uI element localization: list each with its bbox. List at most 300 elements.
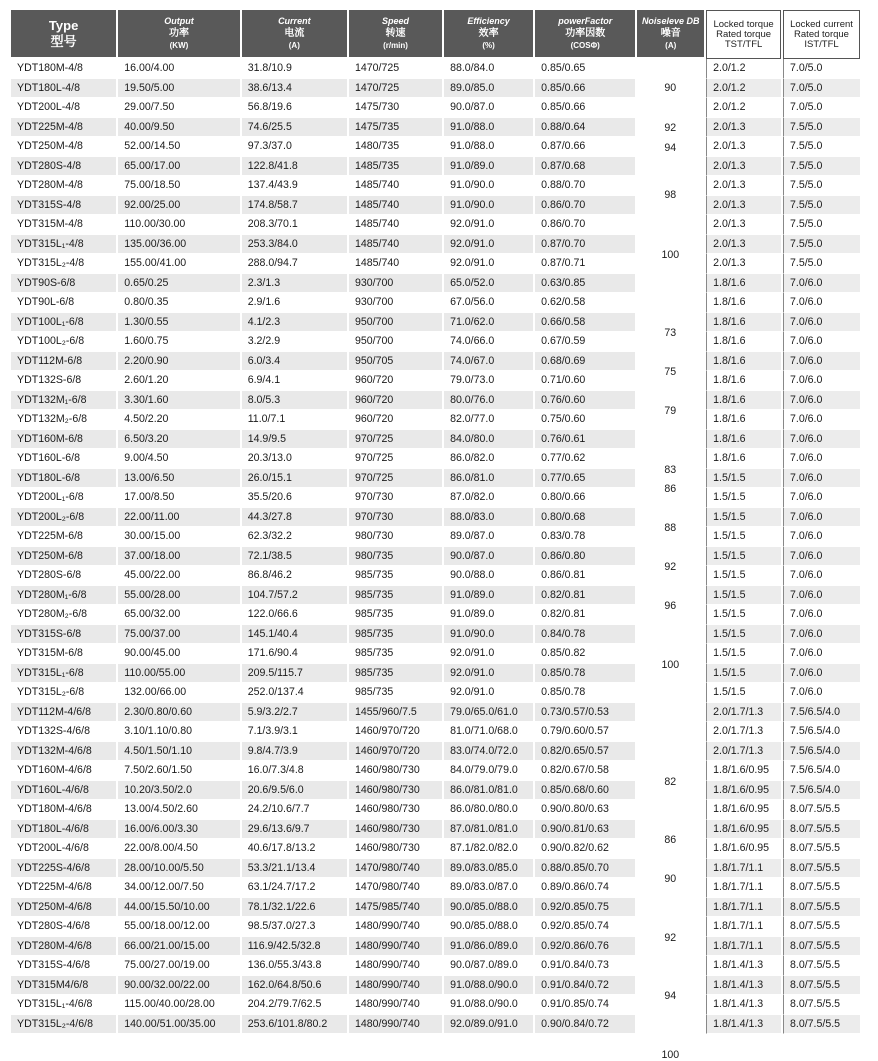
cell-power-factor: 0.63/0.85 [535,274,635,294]
cell-efficiency: 91.0/88.0/90.0 [444,995,533,1015]
cell-output: 155.00/41.00 [118,254,239,274]
cell-current: 208.3/70.1 [242,215,347,235]
cell-output: 115.00/40.00/28.00 [118,995,239,1015]
header-current-cn: 电流 [284,28,305,39]
cell-locked-current: 7.0/6.0 [783,605,860,625]
table-row [11,430,860,450]
cell-locked-current: 7.0/6.0 [783,449,860,469]
noise-value: 79 [664,405,677,418]
cell-locked-torque: 1.8/1.7/1.1 [706,937,781,957]
cell-locked-current: 8.0/7.5/5.5 [783,1015,860,1035]
table-row [11,547,860,567]
noise-value: 100 [661,1048,680,1061]
cell-efficiency: 74.0/66.0 [444,332,533,352]
header-type [11,10,116,59]
table-row [11,976,860,996]
cell-power-factor: 0.88/0.64 [535,118,635,138]
header-noise-cn: 噪音 [660,28,681,39]
cell-efficiency: 89.0/83.0/87.0 [444,878,533,898]
cell-power-factor: 0.76/0.61 [535,430,635,450]
table-row [11,391,860,411]
header-locked-current-l1: Locked current [790,18,853,30]
cell-speed: 1460/970/720 [349,722,442,742]
header-efficiency-cn: 效率 [478,28,499,39]
table-row [11,898,860,918]
cell-current: 171.6/90.4 [242,644,347,664]
cell-output: 34.00/12.00/7.50 [118,878,239,898]
cell-locked-current: 7.5/5.0 [783,176,860,196]
cell-efficiency: 67.0/56.0 [444,293,533,313]
noise-value: 88 [664,522,677,535]
cell-speed: 1460/980/730 [349,820,442,840]
header-current-unit: (A) [288,41,300,50]
cell-output: 7.50/2.60/1.50 [118,761,239,781]
cell-speed: 970/725 [349,430,442,450]
cell-locked-torque: 1.5/1.5 [706,625,781,645]
cell-speed: 960/720 [349,410,442,430]
header-row [11,10,860,59]
header-current [242,10,347,59]
cell-power-factor: 0.89/0.86/0.74 [535,878,635,898]
cell-locked-current: 7.5/5.0 [783,137,860,157]
cell-locked-current: 7.0/6.0 [783,664,860,684]
cell-current: 4.1/2.3 [242,313,347,333]
cell-efficiency: 89.0/83.0/85.0 [444,859,533,879]
cell-efficiency: 90.0/87.0 [444,98,533,118]
cell-locked-current: 7.0/6.0 [783,293,860,313]
cell-type: YDT112M-6/8 [11,352,116,372]
cell-locked-current: 7.0/5.0 [783,79,860,99]
cell-speed: 1480/990/740 [349,976,442,996]
cell-output: 66.00/21.00/15.00 [118,937,239,957]
cell-power-factor: 0.87/0.68 [535,157,635,177]
cell-power-factor: 0.85/0.78 [535,683,635,703]
cell-output: 6.50/3.20 [118,430,239,450]
header-efficiency-unit: (%) [482,41,495,50]
cell-current: 8.0/5.3 [242,391,347,411]
table-row [11,410,860,430]
cell-type: YDT315M-6/8 [11,644,116,664]
cell-output: 140.00/51.00/35.00 [118,1015,239,1035]
cell-current: 6.9/4.1 [242,371,347,391]
cell-output: 30.00/15.00 [118,527,239,547]
header-locked-torque-l3: TST/TFL [724,38,763,50]
cell-type: YDT180M-4/8 [11,59,116,79]
cell-type: YDT132S-6/8 [11,371,116,391]
header-output-cn: 功率 [168,28,189,39]
noise-value: 92 [664,931,677,944]
cell-current: 253.6/101.8/80.2 [242,1015,347,1035]
cell-current: 74.6/25.5 [242,118,347,138]
cell-output: 37.00/18.00 [118,547,239,567]
cell-output: 3.10/1.10/0.80 [118,722,239,742]
cell-speed: 1485/735 [349,157,442,177]
cell-efficiency: 87.0/82.0 [444,488,533,508]
cell-locked-torque: 1.8/1.4/1.3 [706,1015,781,1035]
cell-output: 45.00/22.00 [118,566,239,586]
cell-current: 56.8/19.6 [242,98,347,118]
cell-locked-current: 7.5/5.0 [783,157,860,177]
cell-current: 38.6/13.4 [242,79,347,99]
cell-speed: 930/700 [349,293,442,313]
cell-power-factor: 0.84/0.78 [535,625,635,645]
cell-locked-torque: 1.8/1.7/1.1 [706,917,781,937]
cell-locked-torque: 2.0/1.2 [706,98,781,118]
cell-type: YDT315L₁-4/6/8 [11,995,116,1015]
cell-type: YDT132M-4/6/8 [11,742,116,762]
cell-efficiency: 91.0/88.0 [444,118,533,138]
cell-locked-torque: 1.8/1.4/1.3 [706,956,781,976]
table-row [11,859,860,879]
cell-speed: 1475/730 [349,98,442,118]
cell-output: 13.00/6.50 [118,469,239,489]
cell-power-factor: 0.62/0.58 [535,293,635,313]
cell-output: 65.00/32.00 [118,605,239,625]
cell-power-factor: 0.87/0.70 [535,235,635,255]
cell-power-factor: 0.77/0.65 [535,469,635,489]
cell-power-factor: 0.83/0.78 [535,527,635,547]
cell-locked-torque: 1.5/1.5 [706,547,781,567]
cell-current: 14.9/9.5 [242,430,347,450]
cell-power-factor: 0.77/0.62 [535,449,635,469]
cell-current: 40.6/17.8/13.2 [242,839,347,859]
cell-output: 0.65/0.25 [118,274,239,294]
cell-speed: 950/700 [349,332,442,352]
cell-current: 44.3/27.8 [242,508,347,528]
cell-speed: 1470/725 [349,59,442,79]
cell-power-factor: 0.85/0.68/0.60 [535,781,635,801]
cell-type: YDT250M-6/8 [11,547,116,567]
cell-efficiency: 91.0/90.0 [444,176,533,196]
cell-output: 16.00/4.00 [118,59,239,79]
table-row [11,722,860,742]
noise-value: 86 [664,483,677,496]
cell-efficiency: 86.0/81.0 [444,469,533,489]
cell-power-factor: 0.73/0.57/0.53 [535,703,635,723]
cell-output: 90.00/32.00/22.00 [118,976,239,996]
cell-output: 44.00/15.50/10.00 [118,898,239,918]
header-locked-current [783,10,860,59]
cell-speed: 1485/740 [349,235,442,255]
cell-speed: 1470/980/740 [349,859,442,879]
cell-output: 29.00/7.50 [118,98,239,118]
cell-efficiency: 90.0/85.0/88.0 [444,898,533,918]
cell-type: YDT160M-4/6/8 [11,761,116,781]
table-row [11,137,860,157]
cell-efficiency: 79.0/73.0 [444,371,533,391]
cell-type: YDT225M-6/8 [11,527,116,547]
table-row [11,215,860,235]
cell-speed: 1460/980/730 [349,761,442,781]
cell-output: 4.50/1.50/1.10 [118,742,239,762]
cell-locked-current: 8.0/7.5/5.5 [783,898,860,918]
cell-locked-torque: 2.0/1.2 [706,59,781,79]
cell-output: 9.00/4.50 [118,449,239,469]
cell-locked-torque: 1.8/1.7/1.1 [706,898,781,918]
table-row [11,157,860,177]
table-row [11,644,860,664]
table-row [11,508,860,528]
cell-type: YDT160L-6/8 [11,449,116,469]
header-noise-en: Noiseleve DB [641,16,700,26]
cell-current: 97.3/37.0 [242,137,347,157]
cell-current: 16.0/7.3/4.8 [242,761,347,781]
cell-current: 29.6/13.6/9.7 [242,820,347,840]
cell-locked-current: 8.0/7.5/5.5 [783,956,860,976]
cell-locked-torque: 2.0/1.3 [706,137,781,157]
cell-output: 110.00/30.00 [118,215,239,235]
cell-speed: 1480/990/740 [349,917,442,937]
cell-type: YDT250M-4/8 [11,137,116,157]
header-locked-current-l2: Rated torque [794,28,849,40]
cell-locked-current: 7.0/6.0 [783,410,860,430]
cell-speed: 985/735 [349,644,442,664]
noise-value: 73 [664,327,677,340]
cell-efficiency: 87.0/81.0/81.0 [444,820,533,840]
cell-type: YDT280S-6/8 [11,566,116,586]
cell-current: 63.1/24.7/17.2 [242,878,347,898]
cell-locked-current: 7.0/6.0 [783,391,860,411]
cell-current: 20.6/9.5/6.0 [242,781,347,801]
header-speed-unit: (r/min) [383,41,408,50]
cell-current: 72.1/38.5 [242,547,347,567]
cell-type: YDT112M-4/6/8 [11,703,116,723]
cell-output: 135.00/36.00 [118,235,239,255]
cell-locked-torque: 1.8/1.6 [706,430,781,450]
cell-type: YDT200L₁-6/8 [11,488,116,508]
table-row [11,625,860,645]
cell-output: 90.00/45.00 [118,644,239,664]
cell-type: YDT315M-4/8 [11,215,116,235]
cell-current: 137.4/43.9 [242,176,347,196]
cell-current: 122.8/41.8 [242,157,347,177]
cell-current: 2.3/1.3 [242,274,347,294]
cell-locked-torque: 1.8/1.6/0.95 [706,820,781,840]
cell-current: 209.5/115.7 [242,664,347,684]
table-row [11,937,860,957]
cell-current: 78.1/32.1/22.6 [242,898,347,918]
cell-power-factor: 0.80/0.68 [535,508,635,528]
cell-type: YDT280S-4/8 [11,157,116,177]
cell-power-factor: 0.85/0.78 [535,664,635,684]
cell-speed: 985/735 [349,683,442,703]
cell-current: 145.1/40.4 [242,625,347,645]
table-row [11,703,860,723]
cell-speed: 1480/990/740 [349,995,442,1015]
cell-efficiency: 80.0/76.0 [444,391,533,411]
cell-output: 19.50/5.00 [118,79,239,99]
table-row [11,59,860,79]
cell-locked-torque: 1.8/1.7/1.1 [706,859,781,879]
cell-type: YDT315L₂-4/6/8 [11,1015,116,1035]
cell-speed: 1460/980/730 [349,781,442,801]
cell-output: 4.50/2.20 [118,410,239,430]
cell-output: 52.00/14.50 [118,137,239,157]
cell-locked-current: 8.0/7.5/5.5 [783,839,860,859]
cell-output: 2.30/0.80/0.60 [118,703,239,723]
cell-output: 3.30/1.60 [118,391,239,411]
cell-efficiency: 92.0/91.0 [444,215,533,235]
cell-locked-current: 8.0/7.5/5.5 [783,937,860,957]
cell-power-factor: 0.87/0.66 [535,137,635,157]
table-row [11,917,860,937]
table-row [11,449,860,469]
cell-type: YDT315L₁-6/8 [11,664,116,684]
cell-speed: 950/700 [349,313,442,333]
cell-locked-current: 7.0/6.0 [783,566,860,586]
cell-output: 132.00/66.00 [118,683,239,703]
table-row [11,371,860,391]
cell-speed: 1460/970/720 [349,742,442,762]
cell-locked-current: 7.5/6.5/4.0 [783,722,860,742]
cell-type: YDT100L₂-6/8 [11,332,116,352]
noise-value: 75 [664,366,677,379]
cell-locked-torque: 1.5/1.5 [706,508,781,528]
cell-efficiency: 87.1/82.0/82.0 [444,839,533,859]
cell-speed: 1460/980/730 [349,800,442,820]
header-current-en: Current [278,16,311,26]
cell-output: 28.00/10.00/5.50 [118,859,239,879]
cell-output: 55.00/18.00/12.00 [118,917,239,937]
table-row [11,332,860,352]
cell-locked-current: 7.0/6.0 [783,430,860,450]
cell-type: YDT200L-4/6/8 [11,839,116,859]
cell-locked-torque: 1.8/1.6 [706,293,781,313]
cell-locked-torque: 2.0/1.3 [706,118,781,138]
cell-locked-current: 8.0/7.5/5.5 [783,995,860,1015]
table-row [11,1015,860,1035]
cell-locked-torque: 1.8/1.6 [706,332,781,352]
cell-current: 136.0/55.3/43.8 [242,956,347,976]
cell-type: YDT315S-6/8 [11,625,116,645]
cell-output: 75.00/18.50 [118,176,239,196]
cell-output: 55.00/28.00 [118,586,239,606]
cell-power-factor: 0.90/0.84/0.72 [535,1015,635,1035]
noise-value: 92 [664,122,677,135]
cell-power-factor: 0.82/0.81 [535,586,635,606]
cell-power-factor: 0.91/0.85/0.74 [535,995,635,1015]
table-row [11,566,860,586]
cell-output: 110.00/55.00 [118,664,239,684]
cell-locked-torque: 2.0/1.7/1.3 [706,742,781,762]
cell-speed: 1455/960/7.5 [349,703,442,723]
cell-speed: 985/735 [349,664,442,684]
header-speed-en: Speed [382,16,410,26]
cell-speed: 1480/990/740 [349,1015,442,1035]
cell-locked-torque: 1.5/1.5 [706,586,781,606]
cell-output: 2.20/0.90 [118,352,239,372]
cell-efficiency: 91.0/88.0/90.0 [444,976,533,996]
cell-type: YDT280M₁-6/8 [11,586,116,606]
cell-speed: 985/735 [349,605,442,625]
table-row [11,742,860,762]
table-row [11,293,860,313]
cell-current: 104.7/57.2 [242,586,347,606]
cell-speed: 1480/990/740 [349,956,442,976]
header-output-en: Output [164,16,194,26]
cell-type: YDT225S-4/6/8 [11,859,116,879]
cell-power-factor: 0.87/0.71 [535,254,635,274]
cell-current: 86.8/46.2 [242,566,347,586]
cell-speed: 930/700 [349,274,442,294]
cell-type: YDT132M₂-6/8 [11,410,116,430]
cell-power-factor: 0.90/0.80/0.63 [535,800,635,820]
cell-efficiency: 92.0/91.0 [444,254,533,274]
cell-speed: 960/720 [349,391,442,411]
noise-value: 96 [664,600,677,613]
cell-locked-current: 7.0/6.0 [783,488,860,508]
cell-current: 253.3/84.0 [242,235,347,255]
cell-speed: 1470/980/740 [349,878,442,898]
cell-locked-torque: 2.0/1.3 [706,254,781,274]
cell-power-factor: 0.85/0.66 [535,79,635,99]
cell-locked-current: 7.0/6.0 [783,586,860,606]
cell-current: 174.8/58.7 [242,196,347,216]
cell-type: YDT180M-4/6/8 [11,800,116,820]
cell-efficiency: 79.0/65.0/61.0 [444,703,533,723]
cell-speed: 985/735 [349,586,442,606]
cell-locked-torque: 1.8/1.6 [706,313,781,333]
cell-speed: 970/725 [349,449,442,469]
cell-efficiency: 89.0/87.0 [444,527,533,547]
cell-power-factor: 0.71/0.60 [535,371,635,391]
noise-value: 83 [664,463,677,476]
cell-type: YDT280S-4/6/8 [11,917,116,937]
header-noise-unit: (A) [665,41,677,50]
header-efficiency-en: Efficiency [467,16,510,26]
cell-efficiency: 91.0/88.0 [444,137,533,157]
cell-efficiency: 89.0/85.0 [444,79,533,99]
cell-output: 75.00/27.00/19.00 [118,956,239,976]
cell-output: 40.00/9.50 [118,118,239,138]
cell-speed: 985/735 [349,625,442,645]
cell-power-factor: 0.86/0.70 [535,196,635,216]
cell-locked-current: 7.0/6.0 [783,508,860,528]
cell-locked-current: 7.5/6.5/4.0 [783,781,860,801]
cell-output: 65.00/17.00 [118,157,239,177]
motor-spec-table [9,10,862,1061]
cell-efficiency: 81.0/71.0/68.0 [444,722,533,742]
noise-value: 100 [661,658,680,671]
cell-locked-current: 8.0/7.5/5.5 [783,820,860,840]
cell-efficiency: 91.0/86.0/89.0 [444,937,533,957]
noise-value: 92 [664,561,677,574]
cell-type: YDT132M₁-6/8 [11,391,116,411]
cell-locked-torque: 1.8/1.6/0.95 [706,800,781,820]
cell-locked-torque: 1.5/1.5 [706,683,781,703]
cell-power-factor: 0.68/0.69 [535,352,635,372]
cell-power-factor: 0.90/0.82/0.62 [535,839,635,859]
header-power-factor [535,10,635,59]
cell-locked-current: 7.5/5.0 [783,254,860,274]
cell-locked-current: 7.0/6.0 [783,469,860,489]
header-speed [349,10,442,59]
cell-current: 9.8/4.7/3.9 [242,742,347,762]
cell-output: 22.00/11.00 [118,508,239,528]
cell-locked-current: 7.0/6.0 [783,371,860,391]
cell-efficiency: 92.0/91.0 [444,664,533,684]
header-output-unit: (KW) [169,41,189,50]
cell-locked-current: 7.5/5.0 [783,118,860,138]
cell-type: YDT180L-6/8 [11,469,116,489]
cell-locked-torque: 1.5/1.5 [706,469,781,489]
cell-locked-torque: 1.8/1.6 [706,352,781,372]
table-row [11,995,860,1015]
table-row [11,196,860,216]
cell-power-factor: 0.79/0.60/0.57 [535,722,635,742]
cell-power-factor: 0.92/0.85/0.74 [535,917,635,937]
cell-locked-current: 8.0/7.5/5.5 [783,976,860,996]
